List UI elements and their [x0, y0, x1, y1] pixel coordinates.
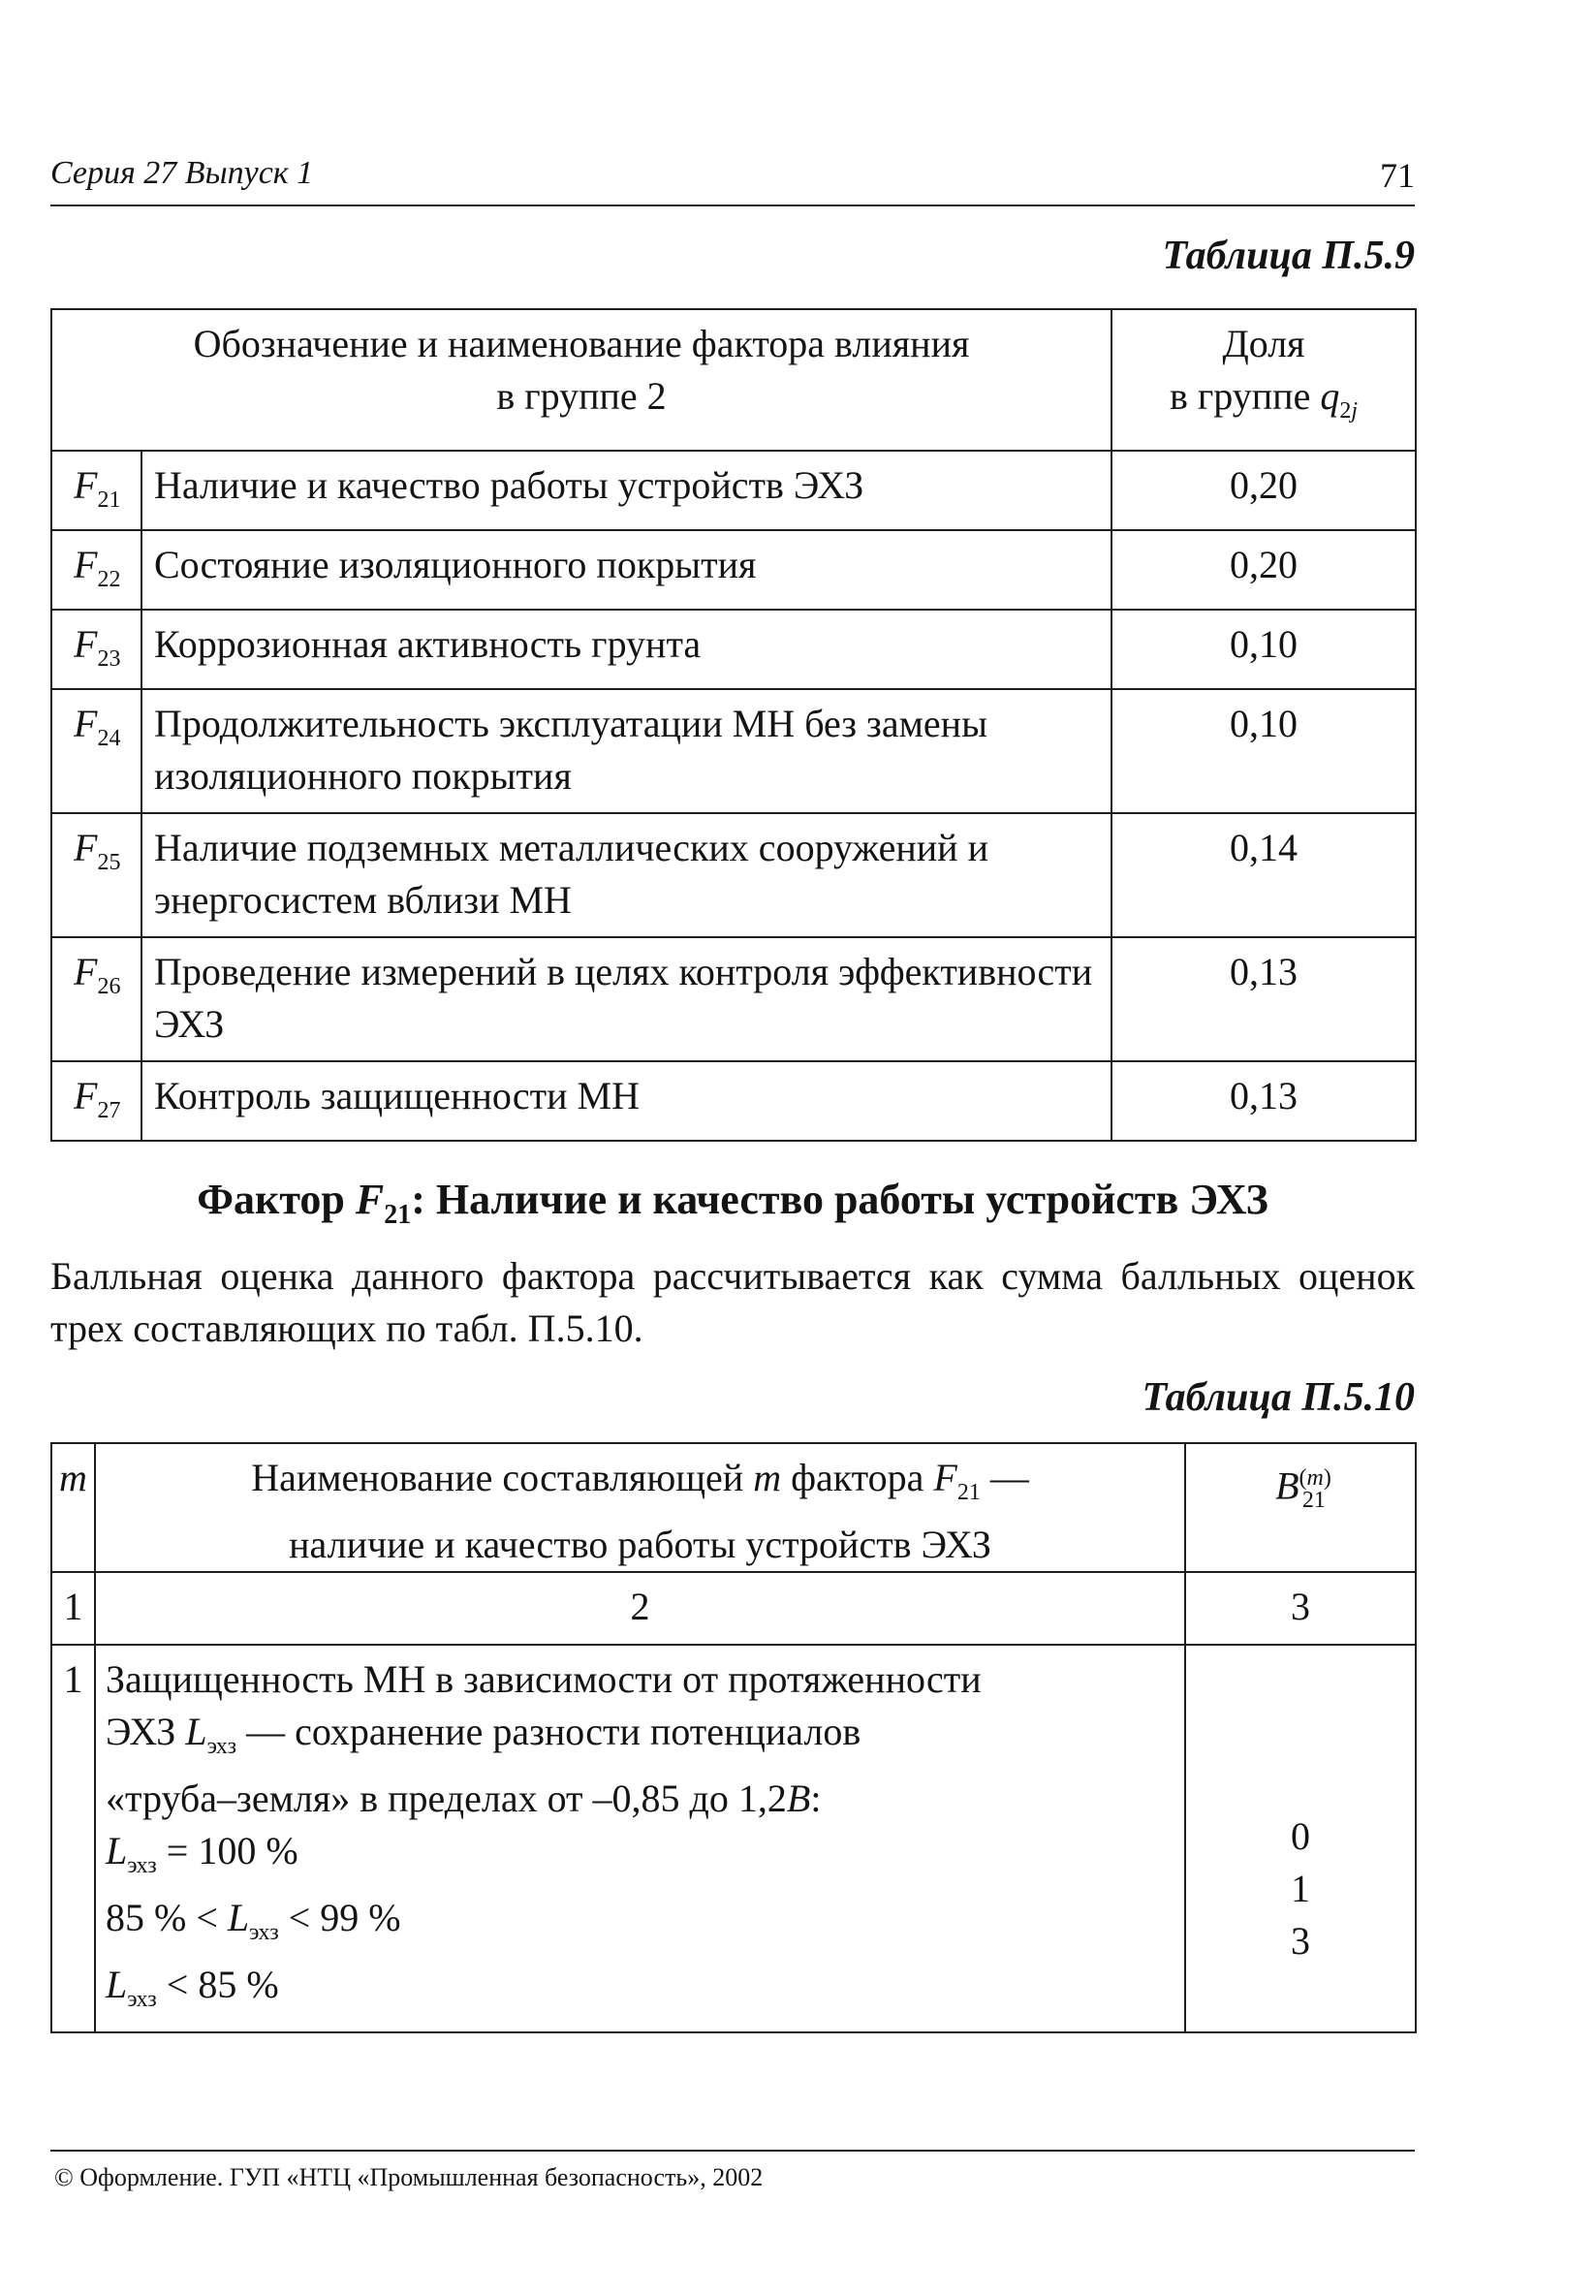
table-header-row	[51, 1443, 1416, 1572]
header-divider	[50, 204, 1415, 206]
factor-name: Коррозионная активность грунта	[141, 610, 1111, 689]
table-caption: Таблица П.5.10	[1142, 1375, 1415, 1420]
row-scores	[1185, 1645, 1416, 2032]
factor-symbol: $F_{26}$	[51, 937, 141, 1061]
factor-symbol: $F_{24}$	[51, 689, 141, 813]
footer-copyright: © Оформление. ГУП «НТЦ «Промышленная безопасность», 2002	[54, 2163, 764, 2191]
factor-symbol: $F_{21}$	[51, 451, 141, 530]
running-header-series: Серия 27 Выпуск 1	[50, 155, 314, 191]
factor-symbol: $F_{23}$	[51, 610, 141, 689]
table-header-row	[51, 309, 1416, 451]
factor-symbol: $F_{25}$	[51, 813, 141, 937]
factor-share: 0,10	[1111, 689, 1416, 813]
table-row	[51, 610, 1416, 689]
page-number: 71	[1380, 156, 1415, 195]
factor-share: 0,20	[1111, 451, 1416, 530]
table-row	[51, 1645, 1416, 2032]
table-row	[51, 689, 1416, 813]
column-number: 3	[1185, 1572, 1416, 1645]
condition-3: $L_{эхз} < 85$ %	[106, 1963, 279, 2012]
column-number: 1	[51, 1572, 95, 1645]
component-score-table	[50, 1442, 1417, 2033]
factor-share: 0,20	[1111, 530, 1416, 610]
column-header-name: Обозначение и наименование фактора влияния в группе 2	[51, 309, 1111, 451]
factor-share: 0,13	[1111, 937, 1416, 1061]
table-row	[51, 451, 1416, 530]
column-header-share: Доля в группе $q_{2j}$	[1111, 309, 1416, 451]
factor-name: Состояние изоляционного покрытия	[141, 530, 1111, 610]
footer-divider	[50, 2150, 1415, 2152]
score-3: 3	[1291, 1919, 1310, 1963]
factor-symbol: $F_{27}$	[51, 1061, 141, 1141]
score-2: 1	[1291, 1867, 1310, 1910]
factor-name: Наличие и качество работы устройств ЭХЗ	[141, 451, 1111, 530]
section-title: Фактор $F_{21}$: Наличие и качество работы устройств ЭХЗ	[197, 1176, 1268, 1230]
factor-share: 0,13	[1111, 1061, 1416, 1141]
table-row	[51, 530, 1416, 610]
table-row	[51, 813, 1416, 937]
column-header-score: $B^{(m)}_{21}$	[1185, 1443, 1416, 1572]
column-number-row	[51, 1572, 1416, 1645]
factor-share: 0,14	[1111, 813, 1416, 937]
column-header-m: m	[51, 1443, 95, 1572]
factor-name: Наличие подземных металлических сооружений и энергосистем вблизи МН	[141, 813, 1111, 937]
score-1: 0	[1291, 1814, 1310, 1858]
factor-symbol: $F_{22}$	[51, 530, 141, 610]
section-paragraph: Балльная оценка данного фактора рассчитывается как сумма балльных оценок трех составляющих по табл. П.5.10.	[50, 1254, 1415, 1350]
factor-name: Проведение измерений в целях контроля эффективности ЭХЗ	[141, 937, 1111, 1061]
factor-share-table	[50, 308, 1417, 1142]
table-row	[51, 937, 1416, 1061]
factor-name: Контроль защищенности МН	[141, 1061, 1111, 1141]
column-number: 2	[95, 1572, 1185, 1645]
factor-name: Продолжительность эксплуатации МН без замены изоляционного покрытия	[141, 689, 1111, 813]
condition-1: $L_{эхз} = 100$ %	[106, 1829, 298, 1878]
row-m: 1	[51, 1645, 95, 2032]
factor-share: 0,10	[1111, 610, 1416, 689]
table-caption: Таблица П.5.9	[1162, 234, 1415, 278]
condition-2: 85 % < $L_{эхз} < 99$ %	[106, 1896, 401, 1945]
column-header-name: Наименование составляющей m фактора $F_{21}$ — наличие и качество работы устройств ЭХЗ	[95, 1443, 1185, 1572]
row-description: Защищенность МН в зависимости от протяженности ЭХЗ $L_{эхз}$ — сохранение разности потенциалов «труба–земля» в пределах от –0,85 до 1,2В: $L_{эхз} = 100$ % 85 % < $L_{эхз} < 99$ % $L_{эхз} < 85$ %	[95, 1645, 1185, 2032]
table-row	[51, 1061, 1416, 1141]
